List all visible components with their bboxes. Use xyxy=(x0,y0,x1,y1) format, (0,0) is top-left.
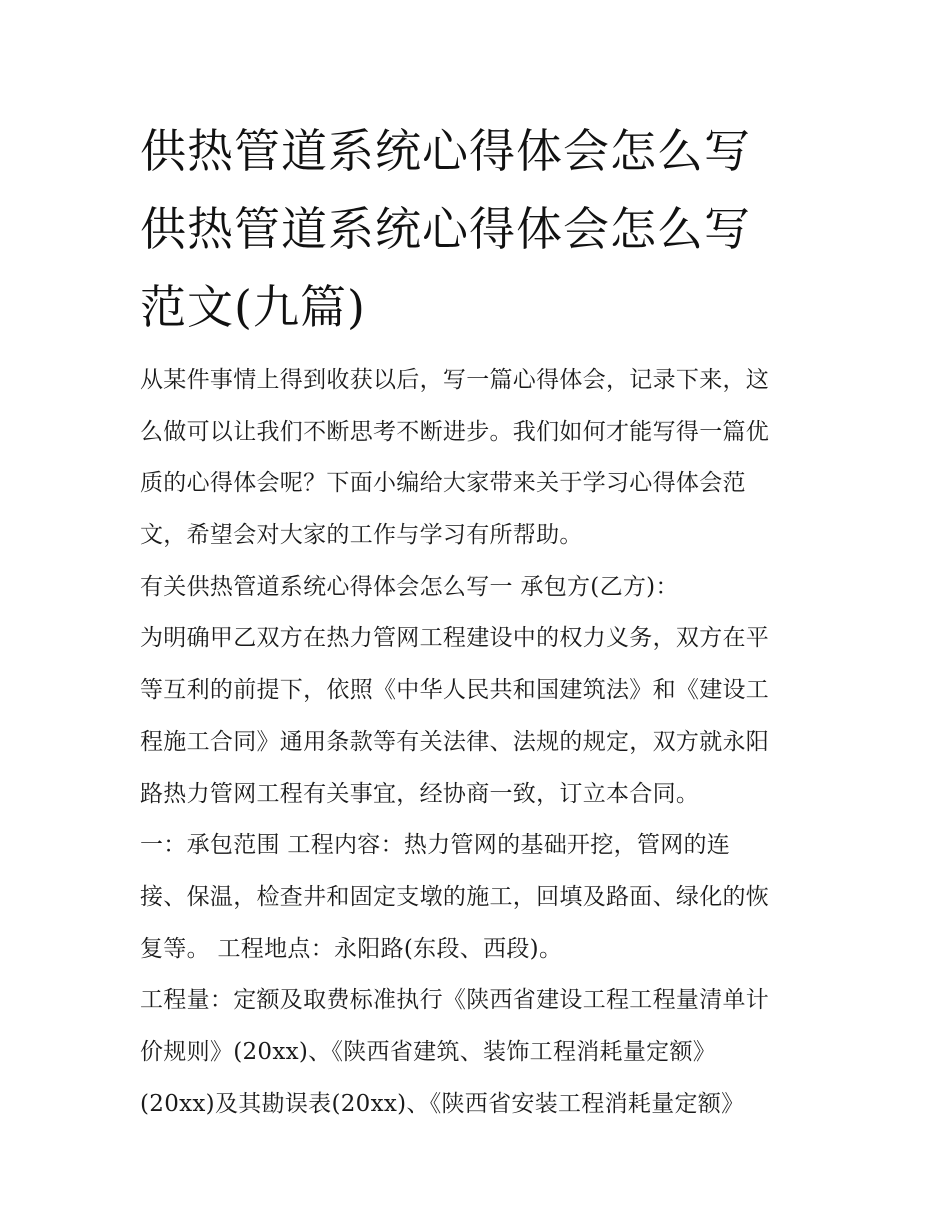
paragraph-line: 接、保温，检查井和固定支墩的施工，回填及路面、绿化的恢 xyxy=(140,883,770,910)
paragraph-line: 复等。 工程地点：永阳路(东段、西段)。 xyxy=(140,935,563,962)
paragraph-line: 等互利的前提下，依照《中华人民共和国建筑法》和《建设工 xyxy=(140,677,770,704)
section-heading: 有关供热管道系统心得体会怎么写一 承包方(乙方)： xyxy=(140,573,679,600)
document-body xyxy=(140,355,830,1130)
title-line: 范文(九篇) xyxy=(140,280,366,334)
title-line: 供热管道系统心得体会怎么写 xyxy=(140,202,751,256)
title-line: 供热管道系统心得体会怎么写 xyxy=(140,124,751,178)
intro-line: 么做可以让我们不断思考不断进步。我们如何才能写得一篇优 xyxy=(140,418,770,445)
paragraph-line: 程施工合同》通用条款等有关法律、法规的规定，双方就永阳 xyxy=(140,728,770,755)
paragraph-line: 一：承包范围 工程内容：热力管网的基础开挖，管网的连 xyxy=(140,832,731,859)
intro-line: 文，希望会对大家的工作与学习有所帮助。 xyxy=(140,522,583,549)
paragraph-line: 工程量：定额及取费标准执行《陕西省建设工程工程量清单计 xyxy=(140,987,770,1014)
intro-line: 从某件事情上得到收获以后，写一篇心得体会，记录下来，这 xyxy=(140,367,770,393)
paragraph-line: 路热力管网工程有关事宜，经协商一致，订立本合同。 xyxy=(140,780,700,807)
paragraph-line: 为明确甲乙双方在热力管网工程建设中的权力义务，双方在平 xyxy=(140,625,770,652)
intro-line: 质的心得体会呢？下面小编给大家带来关于学习心得体会范 xyxy=(140,470,746,497)
paragraph-line: 价规则》(20xx)、《陕西省建筑、装饰工程消耗量定额》 xyxy=(140,1038,717,1065)
paragraph-line: (20xx)及其勘误表(20xx)、《陕西省安装工程消耗量定额》 xyxy=(140,1090,745,1117)
document-title xyxy=(140,112,820,346)
